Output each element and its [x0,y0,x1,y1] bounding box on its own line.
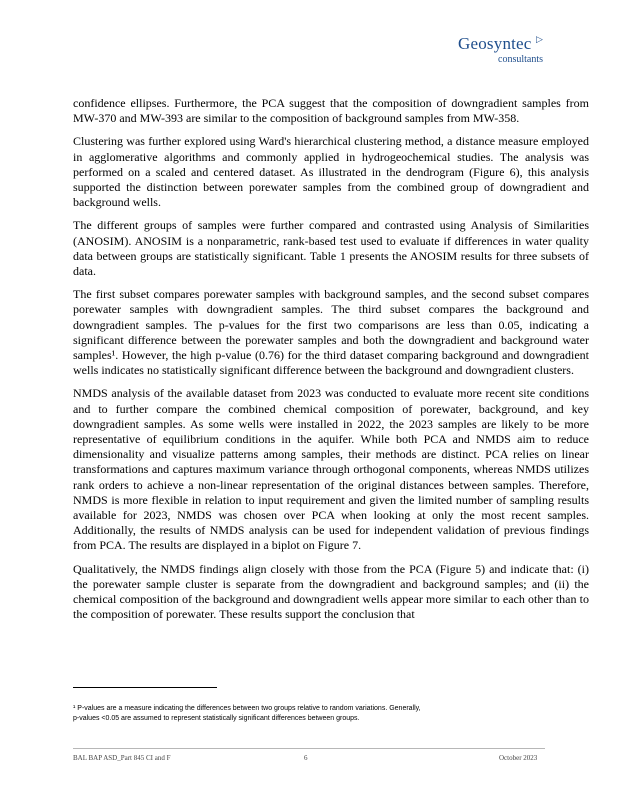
footer-document-id: BAL BAP ASD_Part 845 CI and F [73,754,171,762]
paragraph-subsets: The first subset compares porewater samples with background samples, and the second subset compares porewater samples with downgradient samples. The third subset compares the background and downgradient samples. The p-values for the first two comparisons are less than 0.05, indicating a significant difference between the porewater samples and both the downgradient and background water samples¹. However, the high p-value (0.76) for the third dataset comparing background and downgradient wells indicates no statistically significant difference between the background and downgradient clusters. [73,287,589,378]
logo-triangle-icon: ▷ [536,35,543,45]
paragraph-pca-conclusion: confidence ellipses. Furthermore, the PCA suggest that the composition of downgradient samples from MW-370 and MW-393 are similar to the composition of background samples from MW-358. [73,96,589,126]
footnote-line-2: p-values <0.05 are assumed to represent statistically significant differences between groups. [73,715,360,722]
footnote [73,704,589,724]
paragraph-anosim: The different groups of samples were further compared and contrasted using Analysis of Similarities (ANOSIM). ANOSIM is a nonparametric, rank-based test used to evaluate if differences in water quality data between groups are statistically significant. Table 1 presents the ANOSIM results for three subsets of data. [73,218,589,279]
company-logo [458,34,578,68]
footnote-divider [73,687,217,688]
paragraph-nmds: NMDS analysis of the available dataset from 2023 was conducted to evaluate more recent site conditions and to further compare the combined chemical composition of porewater, background, and key downgradient samples. As some wells were installed in 2022, the 2023 samples are likely to be more representative of equilibrium conditions in the aquifer. While both PCA and NMDS aim to reduce dimensionality and visualize patterns among samples, their methods are distinct. PCA relies on linear transformations and captures maximum variance through orthogonal components, whereas NMDS utilizes rank orders to achieve a non-linear representation of the original distances between samples. Therefore, NMDS is more flexible in relation to input requirement and given the limited number of sampling results available for 2023, NMDS was chosen over PCA when looking at only the most recent samples. Additionally, the results of NMDS analysis can be used for independent validation of previous findings from PCA. The results are displayed in a biplot on Figure 7. [73,386,589,553]
footnote-line-1: ¹ P-values are a measure indicating the differences between two groups relative to random variations. Generally, [73,705,421,712]
footer-divider [73,748,545,749]
footer-page-number: 6 [304,754,308,762]
logo-subtitle: consultants [498,54,543,65]
footer-date: October 2023 [499,754,538,762]
logo-wordmark: Geosyntec [458,34,532,53]
body-text [73,96,589,631]
paragraph-qualitative: Qualitatively, the NMDS findings align closely with those from the PCA (Figure 5) and indicate that: (i) the porewater sample cluster is separate from the downgradient and background samples; and (ii) the chemical composition of the background and downgradient wells appear more similar to each other than to the composition of porewater. These results support the conclusion that [73,561,589,622]
paragraph-clustering: Clustering was further explored using Ward's hierarchical clustering method, a distance measure employed in agglomerative algorithms and commonly applied in hydrogeochemical studies. The analysis was performed on a scaled and centered dataset. As illustrated in the dendrogram (Figure 6), this analysis supported the distinction between porewater samples from the combined group of downgradient and background wells. [73,134,589,210]
